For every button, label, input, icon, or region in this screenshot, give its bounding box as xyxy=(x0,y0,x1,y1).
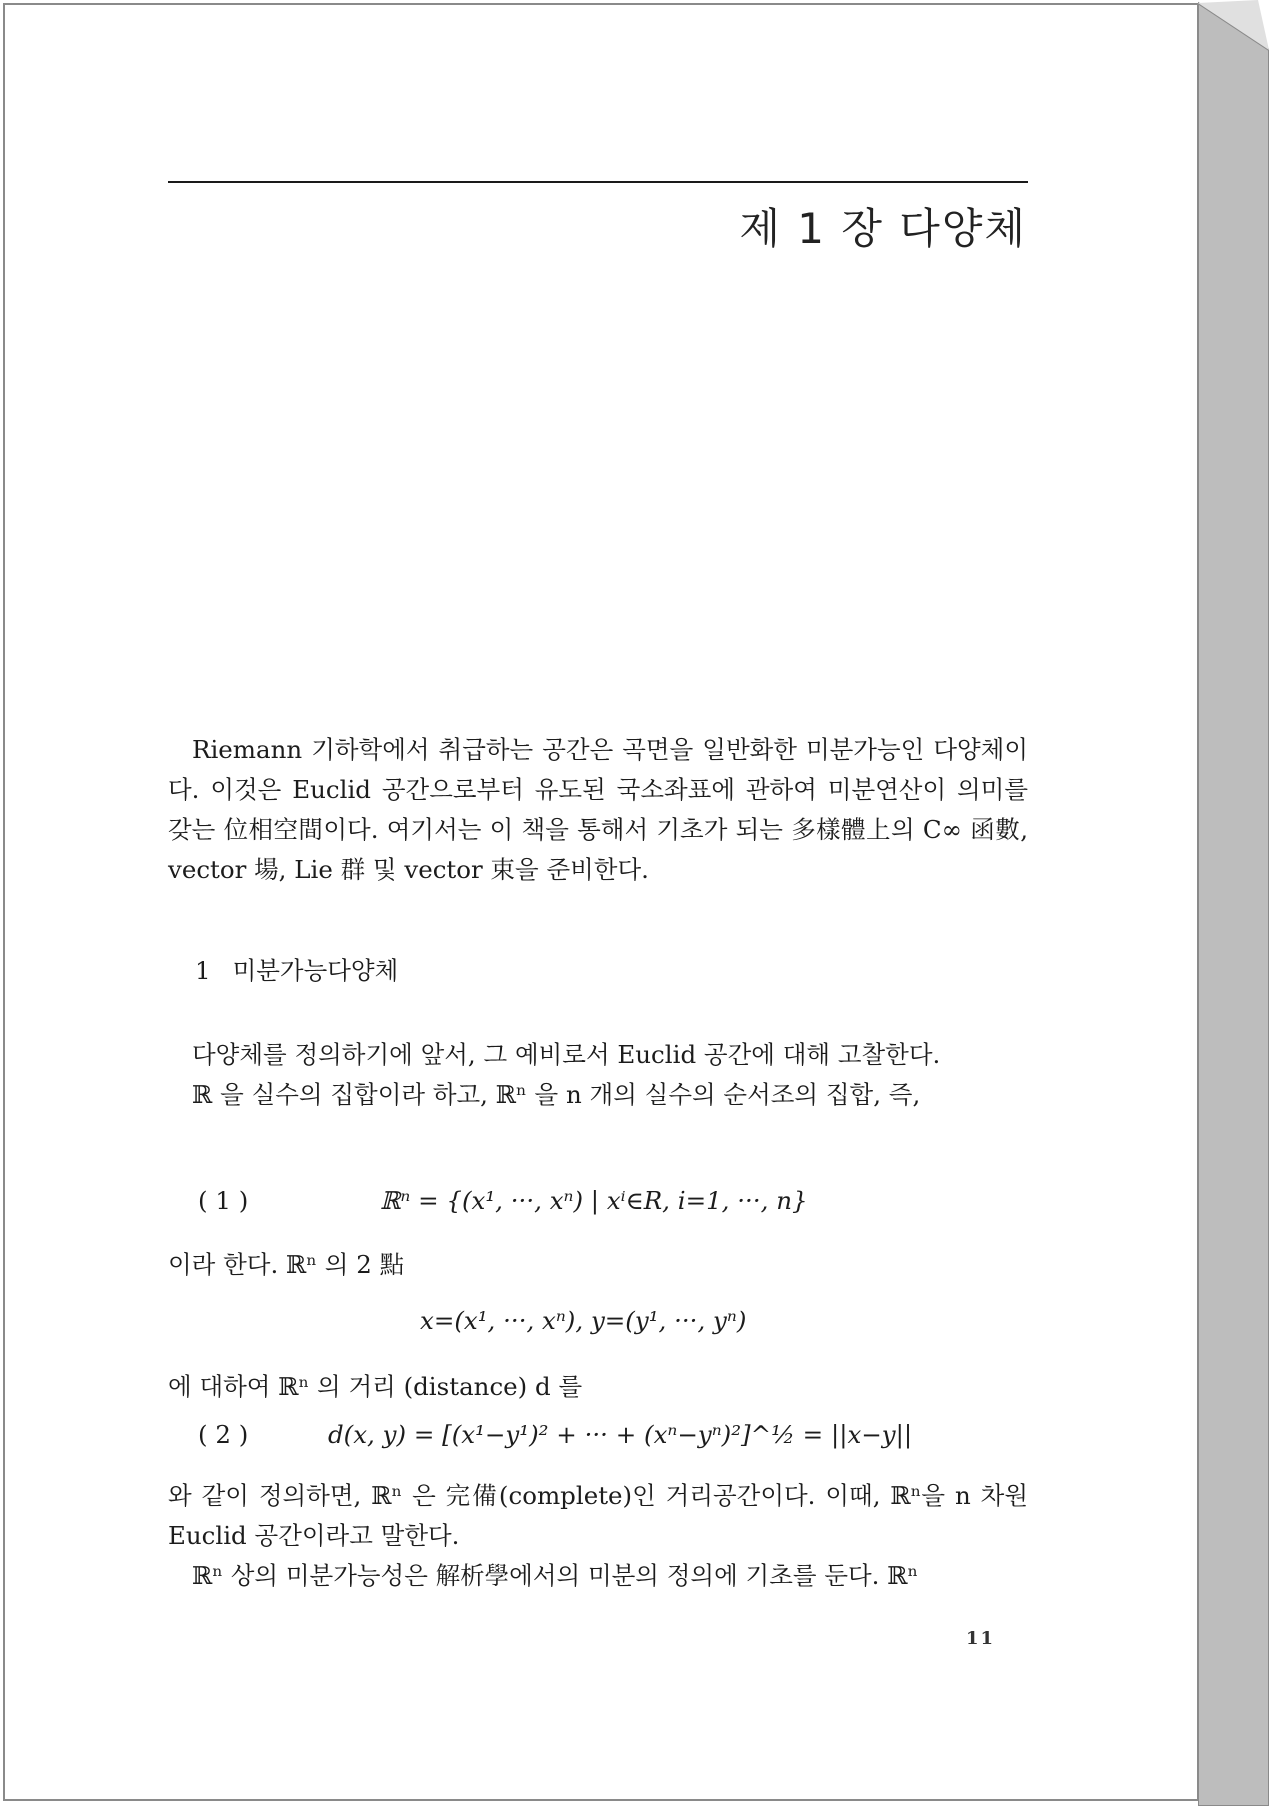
equation-points: x=(x¹, ···, xⁿ), y=(y¹, ···, yⁿ) xyxy=(420,1306,747,1335)
book-side-edge xyxy=(1198,0,1269,1806)
section-number: 1 xyxy=(195,956,211,985)
chapter-title: 제 1 장 다양체 xyxy=(739,204,1027,253)
equation-2-number: ( 2 ) xyxy=(198,1420,249,1449)
body-paragraphs-2 xyxy=(168,1476,1028,1596)
body-paragraph-2: ℝ 을 실수의 집합이라 하고, ℝⁿ 을 n 개의 실수의 순서조의 집합, 즉, xyxy=(192,1080,921,1109)
intro-text: Riemann 기하학에서 취급하는 공간은 곡면을 일반화한 미분가능인 다양체이다. 이것은 Euclid 공간으로부터 유도된 국소좌표에 관하여 미분연산이 의미를 갖는 位相空間이다. 여기서는 이 책을 통해서 기초가 되는 多樣體上의 C∞ 函數, vector 場, Lie 群 및 vector 束을 준비한다. xyxy=(168,735,1028,884)
equation-1: ℝⁿ = {(x¹, ···, xⁿ) | xⁱ∈R, i=1, ···, n} xyxy=(380,1186,808,1215)
chapter-rule xyxy=(168,181,1028,183)
body-paragraph-4: ℝⁿ 상의 미분가능성은 解析學에서의 미분의 정의에 기초를 둔다. ℝⁿ xyxy=(192,1561,919,1590)
page-number: 11 xyxy=(966,1628,996,1649)
section-title: 미분가능다양체 xyxy=(232,956,399,985)
body-paragraphs xyxy=(168,1035,1028,1115)
section-heading xyxy=(195,952,398,987)
body-paragraph-1: 다양체를 정의하기에 앞서, 그 예비로서 Euclid 공간에 대해 고찰한다. xyxy=(192,1040,941,1069)
equation-1-number: ( 1 ) xyxy=(198,1186,249,1215)
text-line-points-intro: 이라 한다. ℝⁿ 의 2 點 xyxy=(168,1250,405,1279)
body-paragraph-3: 와 같이 정의하면, ℝⁿ 은 完備(complete)인 거리공간이다. 이때, ℝⁿ을 n 차원 Euclid 공간이라고 말한다. xyxy=(168,1481,1028,1550)
equation-2: d(x, y) = [(x¹−y¹)² + ··· + (xⁿ−yⁿ)²]^½ = ||x−y|| xyxy=(328,1420,913,1449)
intro-paragraph xyxy=(168,730,1028,890)
text-line-distance: 에 대하여 ℝⁿ 의 거리 (distance) d 를 xyxy=(168,1372,583,1401)
